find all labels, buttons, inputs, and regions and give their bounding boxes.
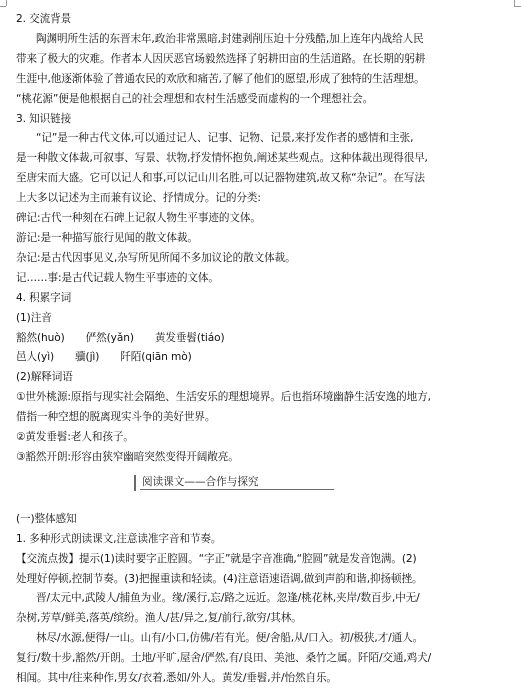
- knowledge-line-4: 上大多以记述为主而兼有议论、抒情成分。记的分类:: [16, 192, 261, 205]
- reading-line-2: 杂树,芳草/鲜美,落英/缤纷。渔人/甚/异之,复/前行,欲穷/其林。: [16, 612, 302, 625]
- meaning-line-3: ②黄发垂髫:老人和孩子。: [16, 431, 134, 444]
- crop-mark-top-right-v: [514, 0, 515, 6]
- pronunciation-heading: (1)注音: [16, 311, 52, 324]
- crop-mark-top-left-h: [0, 6, 6, 7]
- overall-heading: (一)整体感知: [16, 512, 77, 525]
- knowledge-line-2: 是一种散文体裁,可叙事、写景、状物,抒发情怀抱负,阐述某些观点。这种体裁出现得很早,: [16, 152, 428, 165]
- reading-line-4: 复行/数十步,豁然/开朗。土地/平旷,屋舍/俨然,有/良田、美池、桑竹之属。阡陌/交通,鸡犬/: [16, 652, 432, 665]
- background-line-4: “桃花源”便是他根据自己的社会理想和农村生活感受而虚构的一个理想社会。: [16, 92, 374, 105]
- background-line-3: 生涯中,他逐渐体验了普通农民的欢欣和痛苦,了解了他们的愿望,形成了独特的生活理想。: [16, 72, 425, 85]
- tips-line-2: 处理好停顿,控制节奏。(3)把握重读和轻读。(4)注意语速语调,做到声韵和谐,抑扬顿挫。: [16, 572, 423, 585]
- background-heading: 2. 交流背景: [16, 13, 72, 25]
- reading-line-1: 晋/太元中,武陵人/捕鱼为业。缘/溪行,忘/路之远近。忽逢/桃花林,夹岸/数百步,中无/: [36, 592, 420, 605]
- overall-task: 1. 多种形式朗读课文,注意读准字音和节奏。: [16, 532, 222, 545]
- document-body: [16, 10, 514, 689]
- meaning-heading: (2)解释词语: [16, 371, 73, 384]
- meaning-line-2: 借指一种空想的脱离现实斗争的美好世界。: [16, 411, 216, 424]
- knowledge-heading: 3. 知识链接: [16, 112, 72, 125]
- meaning-line-1: ①世外桃源:原指与现实社会隔绝、生活安乐的理想境界。后也指环境幽静生活安逸的地方,: [16, 391, 431, 404]
- tips-line-1: 【交流点拨】提示(1)读时要字正腔圆。“字正”就是字音准确,“腔圆”就是发音饱满。(2): [16, 552, 417, 565]
- crop-mark-top-right-h: [514, 6, 521, 7]
- knowledge-line-5: 碑记:古代一种刻在石碑上记叙人物生平事迹的文体。: [16, 212, 261, 225]
- background-line-2: 带来了极大的灾难。作者本人因厌恶官场毅然选择了躬耕田亩的生活道路。在长期的躬耕: [16, 52, 426, 65]
- banner-title: 阅读课文——合作与探究: [142, 475, 259, 488]
- knowledge-line-3: 至唐宋而大盛。它可以记人和事,可以记山川名胜,可以记器物建筑,故又称“杂记”。在写法: [16, 172, 425, 185]
- reading-line-5: 相闻。其中/往来种作,男女/衣着,悉如/外人。黄发/垂髫,并/怡然自乐。: [16, 672, 337, 685]
- knowledge-line-6: 游记:是一种描写旅行见闻的散文体裁。: [16, 231, 198, 244]
- section-banner: [134, 474, 334, 494]
- banner-bar: [134, 475, 136, 491]
- reading-line-3: 林尽/水源,便得/一山。山有/小口,仿佛/若有光。便/舍船,从/口入。初/极狭,才/通人。: [36, 632, 424, 645]
- pronunciation-line-2: 邑人(yì) 骥(jì) 阡陌(qiān mò): [16, 351, 192, 364]
- crop-mark-top-left-v: [6, 0, 7, 6]
- meaning-line-4: ③豁然开朗:形容由狭窄幽暗突然变得开阔敞亮。: [16, 450, 239, 463]
- knowledge-line-1: “记”是一种古代文体,可以通过记人、记事、记物、记景,来抒发作者的感情和主张,: [36, 132, 414, 145]
- vocab-heading: 4. 积累字词: [16, 291, 72, 304]
- background-line-1: 陶渊明所生活的东晋末年,政治非常黑暗,封建剥削压迫十分残酷,加上连年内战给人民: [36, 32, 424, 45]
- spacer: [16, 500, 514, 510]
- pronunciation-line-1: 豁然(huò) 俨然(yǎn) 黄发垂髫(tiáo): [16, 331, 225, 344]
- banner-underline: [140, 489, 334, 490]
- knowledge-line-7: 杂记:是古代因事见义,杂写所见所闻不多加议论的散文体裁。: [16, 251, 296, 264]
- knowledge-line-8: 记……事:是古代记载人物生平事迹的文体。: [16, 271, 219, 284]
